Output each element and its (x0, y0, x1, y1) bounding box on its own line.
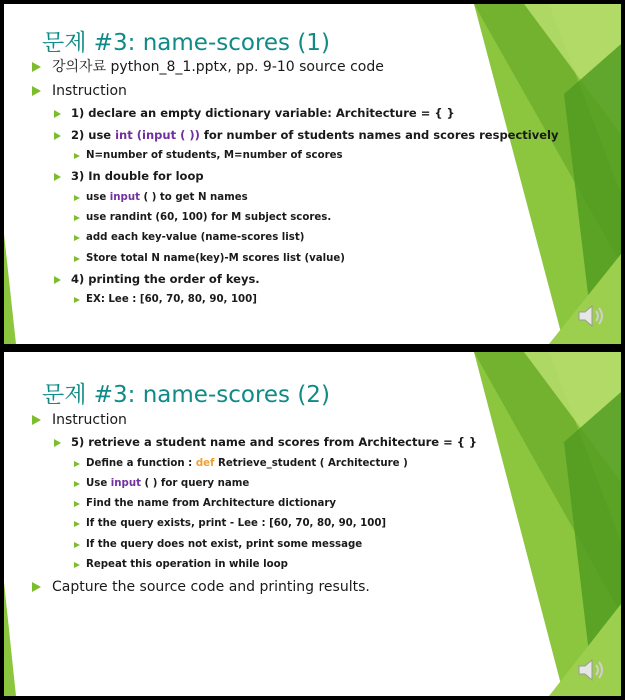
step-5-detail-2: Use input ( ) for query name (74, 474, 477, 494)
triangle-bullet-icon (32, 582, 41, 592)
step-5-detail-1: Define a function : def Retrieve_student ( Architecture ) (74, 454, 477, 474)
slide-1 (4, 4, 621, 344)
triangle-bullet-icon (32, 86, 41, 96)
triangle-bullet-icon (74, 461, 80, 467)
triangle-bullet-icon (54, 132, 61, 140)
triangle-bullet-icon (74, 521, 80, 527)
step-3-detail-1: use input ( ) to get N names (74, 188, 558, 208)
slide-2-bullets (32, 408, 477, 599)
step-3-detail-4: Store total N name(key)-M scores list (value) (74, 249, 558, 269)
step-4-example: EX: Lee : [60, 70, 80, 90, 100] (74, 290, 558, 310)
triangle-bullet-icon (74, 297, 80, 303)
triangle-bullet-icon (54, 173, 61, 181)
bullet-instruction: Instruction 5) retrieve a student name and scores from Architecture = { } Define a function : def Retrieve_student ( Architecture ) Use input ( ) for query name Find the name from Architecture dictionary If the query exists, print - Lee : [60, 70, 80, 90, 100] If the query does not exist, print some message Repeat this operation in while loop (32, 408, 477, 575)
slide-2 (4, 352, 621, 696)
triangle-bullet-icon (74, 215, 80, 221)
slide-1-bullets (32, 55, 558, 311)
step-3: 3) In double for loop use input ( ) to get N names use randint (60, 100) for M subject scores. add each key-value (name-scores list) Store total N name(key)-M scores list (value) (54, 166, 558, 269)
triangle-bullet-icon (74, 195, 80, 201)
step-2: 2) use int (input ( )) for number of students names and scores respectively N=number of students, M=number of scores (54, 125, 558, 167)
step-5-detail-3: Find the name from Architecture dictionary (74, 494, 477, 514)
step-3-detail-2: use randint (60, 100) for M subject scores. (74, 208, 558, 228)
step-5-detail-5: If the query does not exist, print some message (74, 535, 477, 555)
triangle-bullet-icon (74, 562, 80, 568)
triangle-bullet-icon (74, 481, 80, 487)
step-3-detail-3: add each key-value (name-scores list) (74, 228, 558, 248)
triangle-bullet-icon (74, 235, 80, 241)
step-4: 4) printing the order of keys. EX: Lee : [60, 70, 80, 90, 100] (54, 269, 558, 311)
triangle-bullet-icon (54, 110, 61, 118)
step-1: 1) declare an empty dictionary variable: Architecture = { } (54, 103, 558, 125)
triangle-bullet-icon (74, 501, 80, 507)
triangle-bullet-icon (32, 62, 41, 72)
bullet-capture: Capture the source code and printing results. (32, 575, 477, 599)
triangle-bullet-icon (32, 415, 41, 425)
slide-1-title: 문제 #3: name-scores (1) (42, 30, 330, 56)
bullet-reference: 강의자료 python_8_1.pptx, pp. 9-10 source code (32, 55, 558, 79)
step-5-detail-6: Repeat this operation in while loop (74, 555, 477, 575)
slide-2-title: 문제 #3: name-scores (2) (42, 382, 330, 408)
step-5: 5) retrieve a student name and scores from Architecture = { } Define a function : def Retrieve_student ( Architecture ) Use input ( ) for query name Find the name from Architecture dictionary If the query exists, print - Lee : [60, 70, 80, 90, 100] If the query does not exist, print some message Repeat this operation in while loop (54, 432, 477, 575)
step-5-detail-4: If the query exists, print - Lee : [60, 70, 80, 90, 100] (74, 514, 477, 534)
bullet-instruction: Instruction 1) declare an empty dictionary variable: Architecture = { } 2) use int (input ( )) for number of students names and scores respectively N=number of students, M=number of scores 3) In double for loop use input ( ) to get N names use randint (60, 100) for M subject scores. add each key-value (name-scores list) Store total N name(key)-M scores list (value) 4) printing the order of keys. EX: Lee : [60, 70, 80, 90, 100] (32, 79, 558, 311)
triangle-bullet-icon (74, 542, 80, 548)
step-2-detail: N=number of students, M=number of scores (74, 146, 558, 166)
triangle-bullet-icon (54, 439, 61, 447)
speaker-icon[interactable] (576, 657, 610, 683)
triangle-bullet-icon (74, 256, 80, 262)
speaker-icon[interactable] (576, 303, 610, 329)
triangle-bullet-icon (54, 276, 61, 284)
triangle-bullet-icon (74, 153, 80, 159)
